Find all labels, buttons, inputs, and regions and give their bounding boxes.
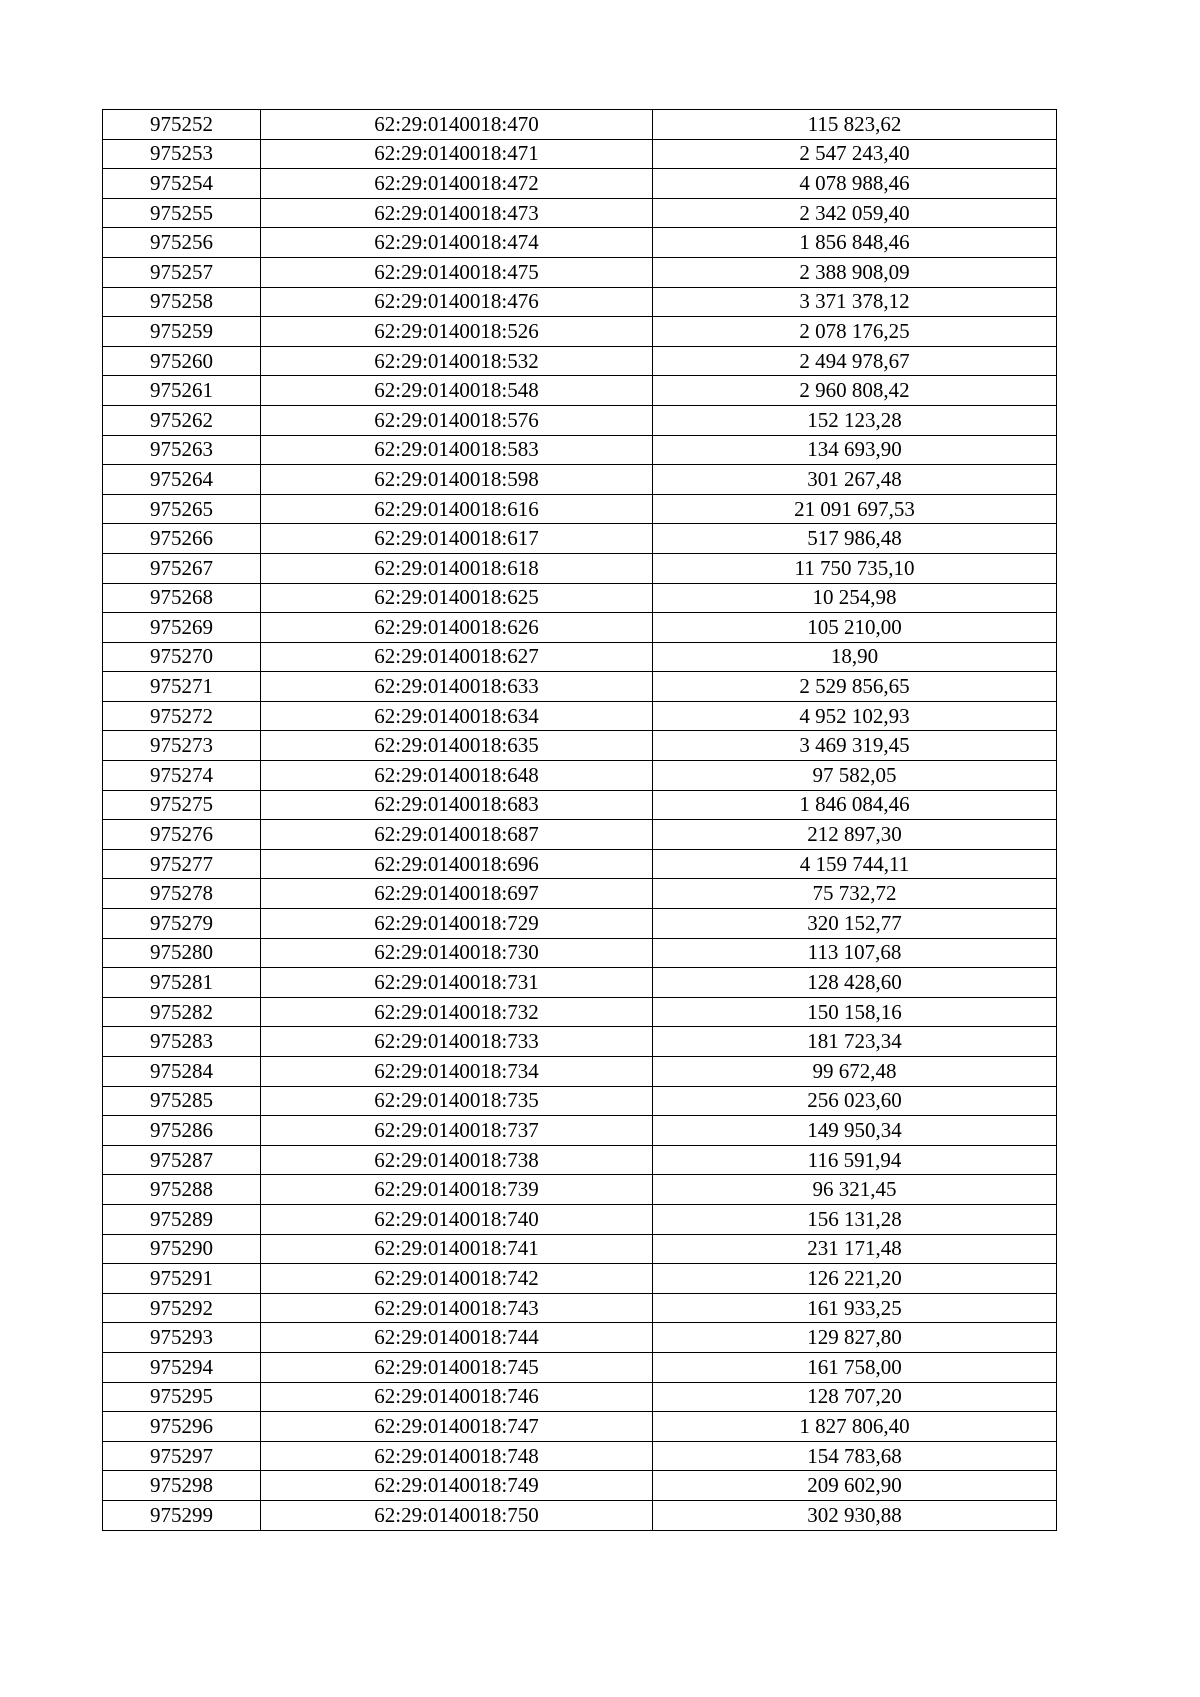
cadastral-value-cell: 231 171,48 xyxy=(653,1234,1057,1264)
cadastral-number-cell: 62:29:0140018:616 xyxy=(261,494,653,524)
table-row xyxy=(103,1412,1057,1442)
cadastral-number-cell: 62:29:0140018:747 xyxy=(261,1412,653,1442)
table-row xyxy=(103,849,1057,879)
cadastral-number-cell: 62:29:0140018:729 xyxy=(261,909,653,939)
row-number-cell: 975268 xyxy=(103,583,261,613)
table-body xyxy=(103,110,1057,1531)
table-row xyxy=(103,1057,1057,1087)
cadastral-value-cell: 2 078 176,25 xyxy=(653,317,1057,347)
table-row xyxy=(103,583,1057,613)
table-row xyxy=(103,790,1057,820)
table-row xyxy=(103,287,1057,317)
table-row xyxy=(103,1264,1057,1294)
row-number-cell: 975264 xyxy=(103,465,261,495)
table-row xyxy=(103,761,1057,791)
table-row xyxy=(103,1234,1057,1264)
row-number-cell: 975286 xyxy=(103,1116,261,1146)
row-number-cell: 975271 xyxy=(103,672,261,702)
table-row xyxy=(103,1116,1057,1146)
cadastral-value-cell: 2 547 243,40 xyxy=(653,139,1057,169)
row-number-cell: 975296 xyxy=(103,1412,261,1442)
cadastral-value-cell: 11 750 735,10 xyxy=(653,553,1057,583)
row-number-cell: 975272 xyxy=(103,701,261,731)
cadastral-number-cell: 62:29:0140018:697 xyxy=(261,879,653,909)
cadastral-value-cell: 126 221,20 xyxy=(653,1264,1057,1294)
cadastral-value-cell: 128 707,20 xyxy=(653,1382,1057,1412)
cadastral-number-cell: 62:29:0140018:738 xyxy=(261,1145,653,1175)
cadastral-number-cell: 62:29:0140018:733 xyxy=(261,1027,653,1057)
row-number-cell: 975267 xyxy=(103,553,261,583)
row-number-cell: 975281 xyxy=(103,968,261,998)
cadastral-number-cell: 62:29:0140018:626 xyxy=(261,613,653,643)
cadastral-number-cell: 62:29:0140018:735 xyxy=(261,1086,653,1116)
row-number-cell: 975259 xyxy=(103,317,261,347)
cadastral-value-cell: 150 158,16 xyxy=(653,997,1057,1027)
cadastral-value-cell: 115 823,62 xyxy=(653,110,1057,140)
cadastral-number-cell: 62:29:0140018:548 xyxy=(261,376,653,406)
table-row xyxy=(103,1204,1057,1234)
row-number-cell: 975278 xyxy=(103,879,261,909)
table-row xyxy=(103,968,1057,998)
cadastral-number-cell: 62:29:0140018:476 xyxy=(261,287,653,317)
row-number-cell: 975275 xyxy=(103,790,261,820)
table-row xyxy=(103,317,1057,347)
cadastral-value-cell: 161 758,00 xyxy=(653,1352,1057,1382)
table-row xyxy=(103,228,1057,258)
row-number-cell: 975294 xyxy=(103,1352,261,1382)
cadastral-number-cell: 62:29:0140018:742 xyxy=(261,1264,653,1294)
cadastral-value-cell: 128 428,60 xyxy=(653,968,1057,998)
table-row xyxy=(103,494,1057,524)
row-number-cell: 975256 xyxy=(103,228,261,258)
cadastral-value-cell: 2 494 978,67 xyxy=(653,346,1057,376)
cadastral-value-cell: 154 783,68 xyxy=(653,1441,1057,1471)
row-number-cell: 975279 xyxy=(103,909,261,939)
row-number-cell: 975290 xyxy=(103,1234,261,1264)
cadastral-value-cell: 4 159 744,11 xyxy=(653,849,1057,879)
table-row xyxy=(103,1293,1057,1323)
row-number-cell: 975280 xyxy=(103,938,261,968)
table-row xyxy=(103,553,1057,583)
cadastral-value-cell: 161 933,25 xyxy=(653,1293,1057,1323)
cadastral-number-cell: 62:29:0140018:526 xyxy=(261,317,653,347)
table-row xyxy=(103,1441,1057,1471)
row-number-cell: 975270 xyxy=(103,642,261,672)
table-row xyxy=(103,169,1057,199)
table-row xyxy=(103,465,1057,495)
row-number-cell: 975263 xyxy=(103,435,261,465)
table-row xyxy=(103,257,1057,287)
row-number-cell: 975295 xyxy=(103,1382,261,1412)
cadastral-value-cell: 1 856 848,46 xyxy=(653,228,1057,258)
table-row xyxy=(103,701,1057,731)
table-row xyxy=(103,1323,1057,1353)
table-row xyxy=(103,139,1057,169)
cadastral-number-cell: 62:29:0140018:474 xyxy=(261,228,653,258)
cadastral-number-cell: 62:29:0140018:743 xyxy=(261,1293,653,1323)
cadastral-value-cell: 256 023,60 xyxy=(653,1086,1057,1116)
cadastral-number-cell: 62:29:0140018:734 xyxy=(261,1057,653,1087)
cadastral-value-table xyxy=(102,109,1057,1531)
cadastral-value-cell: 96 321,45 xyxy=(653,1175,1057,1205)
cadastral-value-cell: 209 602,90 xyxy=(653,1471,1057,1501)
cadastral-value-cell: 4 078 988,46 xyxy=(653,169,1057,199)
cadastral-value-cell: 2 342 059,40 xyxy=(653,198,1057,228)
cadastral-number-cell: 62:29:0140018:576 xyxy=(261,405,653,435)
cadastral-number-cell: 62:29:0140018:746 xyxy=(261,1382,653,1412)
row-number-cell: 975288 xyxy=(103,1175,261,1205)
cadastral-number-cell: 62:29:0140018:737 xyxy=(261,1116,653,1146)
row-number-cell: 975298 xyxy=(103,1471,261,1501)
row-number-cell: 975257 xyxy=(103,257,261,287)
cadastral-value-cell: 3 469 319,45 xyxy=(653,731,1057,761)
cadastral-value-cell: 302 930,88 xyxy=(653,1500,1057,1530)
cadastral-value-cell: 181 723,34 xyxy=(653,1027,1057,1057)
row-number-cell: 975283 xyxy=(103,1027,261,1057)
table-row xyxy=(103,346,1057,376)
cadastral-number-cell: 62:29:0140018:625 xyxy=(261,583,653,613)
cadastral-value-cell: 149 950,34 xyxy=(653,1116,1057,1146)
cadastral-value-cell: 2 529 856,65 xyxy=(653,672,1057,702)
cadastral-value-cell: 2 388 908,09 xyxy=(653,257,1057,287)
row-number-cell: 975284 xyxy=(103,1057,261,1087)
row-number-cell: 975292 xyxy=(103,1293,261,1323)
row-number-cell: 975252 xyxy=(103,110,261,140)
row-number-cell: 975285 xyxy=(103,1086,261,1116)
table-row xyxy=(103,1175,1057,1205)
cadastral-value-cell: 4 952 102,93 xyxy=(653,701,1057,731)
cadastral-value-cell: 3 371 378,12 xyxy=(653,287,1057,317)
cadastral-value-cell: 301 267,48 xyxy=(653,465,1057,495)
table-row xyxy=(103,642,1057,672)
table-row xyxy=(103,613,1057,643)
row-number-cell: 975255 xyxy=(103,198,261,228)
cadastral-value-cell: 320 152,77 xyxy=(653,909,1057,939)
cadastral-number-cell: 62:29:0140018:687 xyxy=(261,820,653,850)
row-number-cell: 975254 xyxy=(103,169,261,199)
table-row xyxy=(103,997,1057,1027)
cadastral-value-cell: 10 254,98 xyxy=(653,583,1057,613)
row-number-cell: 975273 xyxy=(103,731,261,761)
cadastral-number-cell: 62:29:0140018:730 xyxy=(261,938,653,968)
table-row xyxy=(103,879,1057,909)
table-row xyxy=(103,820,1057,850)
row-number-cell: 975262 xyxy=(103,405,261,435)
cadastral-value-cell: 99 672,48 xyxy=(653,1057,1057,1087)
cadastral-number-cell: 62:29:0140018:696 xyxy=(261,849,653,879)
cadastral-number-cell: 62:29:0140018:731 xyxy=(261,968,653,998)
cadastral-number-cell: 62:29:0140018:648 xyxy=(261,761,653,791)
row-number-cell: 975289 xyxy=(103,1204,261,1234)
table-row xyxy=(103,938,1057,968)
cadastral-number-cell: 62:29:0140018:750 xyxy=(261,1500,653,1530)
table-row xyxy=(103,1500,1057,1530)
cadastral-number-cell: 62:29:0140018:471 xyxy=(261,139,653,169)
cadastral-number-cell: 62:29:0140018:583 xyxy=(261,435,653,465)
cadastral-number-cell: 62:29:0140018:617 xyxy=(261,524,653,554)
cadastral-value-cell: 105 210,00 xyxy=(653,613,1057,643)
cadastral-value-cell: 156 131,28 xyxy=(653,1204,1057,1234)
cadastral-value-cell: 212 897,30 xyxy=(653,820,1057,850)
table-row xyxy=(103,110,1057,140)
cadastral-number-cell: 62:29:0140018:618 xyxy=(261,553,653,583)
table-row xyxy=(103,1471,1057,1501)
cadastral-value-cell: 2 960 808,42 xyxy=(653,376,1057,406)
cadastral-value-cell: 517 986,48 xyxy=(653,524,1057,554)
row-number-cell: 975253 xyxy=(103,139,261,169)
cadastral-value-cell: 129 827,80 xyxy=(653,1323,1057,1353)
cadastral-number-cell: 62:29:0140018:749 xyxy=(261,1471,653,1501)
table-row xyxy=(103,405,1057,435)
cadastral-value-cell: 75 732,72 xyxy=(653,879,1057,909)
cadastral-number-cell: 62:29:0140018:739 xyxy=(261,1175,653,1205)
table-row xyxy=(103,672,1057,702)
cadastral-number-cell: 62:29:0140018:634 xyxy=(261,701,653,731)
cadastral-number-cell: 62:29:0140018:472 xyxy=(261,169,653,199)
table-row xyxy=(103,198,1057,228)
cadastral-number-cell: 62:29:0140018:748 xyxy=(261,1441,653,1471)
row-number-cell: 975277 xyxy=(103,849,261,879)
cadastral-number-cell: 62:29:0140018:635 xyxy=(261,731,653,761)
cadastral-value-cell: 21 091 697,53 xyxy=(653,494,1057,524)
row-number-cell: 975287 xyxy=(103,1145,261,1175)
cadastral-value-cell: 1 827 806,40 xyxy=(653,1412,1057,1442)
row-number-cell: 975266 xyxy=(103,524,261,554)
row-number-cell: 975260 xyxy=(103,346,261,376)
table-row xyxy=(103,1086,1057,1116)
table-row xyxy=(103,1145,1057,1175)
table-row xyxy=(103,1027,1057,1057)
cadastral-number-cell: 62:29:0140018:473 xyxy=(261,198,653,228)
table-row xyxy=(103,731,1057,761)
cadastral-value-cell: 113 107,68 xyxy=(653,938,1057,968)
cadastral-value-cell: 116 591,94 xyxy=(653,1145,1057,1175)
cadastral-number-cell: 62:29:0140018:532 xyxy=(261,346,653,376)
table-row xyxy=(103,1382,1057,1412)
row-number-cell: 975261 xyxy=(103,376,261,406)
row-number-cell: 975297 xyxy=(103,1441,261,1471)
cadastral-value-cell: 152 123,28 xyxy=(653,405,1057,435)
row-number-cell: 975258 xyxy=(103,287,261,317)
table-row xyxy=(103,909,1057,939)
row-number-cell: 975282 xyxy=(103,997,261,1027)
row-number-cell: 975276 xyxy=(103,820,261,850)
table-row xyxy=(103,376,1057,406)
cadastral-number-cell: 62:29:0140018:470 xyxy=(261,110,653,140)
row-number-cell: 975291 xyxy=(103,1264,261,1294)
row-number-cell: 975265 xyxy=(103,494,261,524)
table-row xyxy=(103,524,1057,554)
cadastral-number-cell: 62:29:0140018:745 xyxy=(261,1352,653,1382)
cadastral-number-cell: 62:29:0140018:683 xyxy=(261,790,653,820)
cadastral-number-cell: 62:29:0140018:627 xyxy=(261,642,653,672)
cadastral-number-cell: 62:29:0140018:741 xyxy=(261,1234,653,1264)
cadastral-number-cell: 62:29:0140018:740 xyxy=(261,1204,653,1234)
cadastral-number-cell: 62:29:0140018:744 xyxy=(261,1323,653,1353)
cadastral-value-cell: 134 693,90 xyxy=(653,435,1057,465)
cadastral-value-cell: 18,90 xyxy=(653,642,1057,672)
row-number-cell: 975299 xyxy=(103,1500,261,1530)
cadastral-number-cell: 62:29:0140018:732 xyxy=(261,997,653,1027)
cadastral-number-cell: 62:29:0140018:475 xyxy=(261,257,653,287)
cadastral-value-cell: 1 846 084,46 xyxy=(653,790,1057,820)
table-row xyxy=(103,435,1057,465)
row-number-cell: 975293 xyxy=(103,1323,261,1353)
table-row xyxy=(103,1352,1057,1382)
cadastral-value-cell: 97 582,05 xyxy=(653,761,1057,791)
cadastral-number-cell: 62:29:0140018:633 xyxy=(261,672,653,702)
cadastral-number-cell: 62:29:0140018:598 xyxy=(261,465,653,495)
row-number-cell: 975274 xyxy=(103,761,261,791)
row-number-cell: 975269 xyxy=(103,613,261,643)
